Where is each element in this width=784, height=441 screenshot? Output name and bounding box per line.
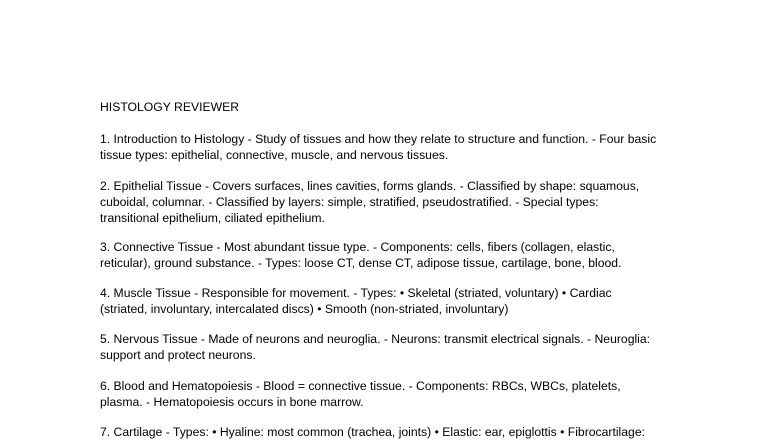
section-line: support and protect neurons. <box>100 348 256 362</box>
section-blood-and-hematopoiesis <box>100 378 700 410</box>
section-cartilage <box>100 424 700 440</box>
section-line: transitional epithelium, ciliated epithelium. <box>100 211 325 225</box>
section-line: 4. Muscle Tissue - Responsible for movement. - Types: • Skeletal (striated, voluntary) • Cardiac <box>100 286 612 300</box>
section-muscle-tissue <box>100 285 700 317</box>
section-line: reticular), ground substance. - Types: loose CT, dense CT, adipose tissue, cartilage, bone, blood. <box>100 256 622 270</box>
section-line: 6. Blood and Hematopoiesis - Blood = connective tissue. - Components: RBCs, WBCs, platelets, <box>100 379 621 393</box>
section-line: tissue types: epithelial, connective, muscle, and nervous tissues. <box>100 148 449 162</box>
section-introduction-to-histology <box>100 131 700 163</box>
section-line: (striated, involuntary, intercalated discs) • Smooth (non-striated, involuntary) <box>100 302 509 316</box>
document-title: HISTOLOGY REVIEWER <box>100 100 240 114</box>
section-line: 1. Introduction to Histology - Study of tissues and how they relate to structure and function. - Four basic <box>100 132 657 146</box>
section-line: 3. Connective Tissue - Most abundant tissue type. - Components: cells, fibers (collagen, elastic, <box>100 240 615 254</box>
section-epithelial-tissue <box>100 178 700 226</box>
section-connective-tissue <box>100 239 700 271</box>
section-line: plasma. - Hematopoiesis occurs in bone marrow. <box>100 395 364 409</box>
section-line: 2. Epithelial Tissue - Covers surfaces, lines cavities, forms glands. - Classified by shape: squamous, <box>100 179 640 193</box>
section-line: 5. Nervous Tissue - Made of neurons and neuroglia. - Neurons: transmit electrical signals. - Neuroglia: <box>100 332 651 346</box>
section-nervous-tissue <box>100 331 700 363</box>
section-line: 7. Cartilage - Types: • Hyaline: most common (trachea, joints) • Elastic: ear, epiglottis • Fibrocartilage: <box>100 425 645 439</box>
section-line: cuboidal, columnar. - Classified by layers: simple, stratified, pseudostratified. - Special types: <box>100 195 599 209</box>
